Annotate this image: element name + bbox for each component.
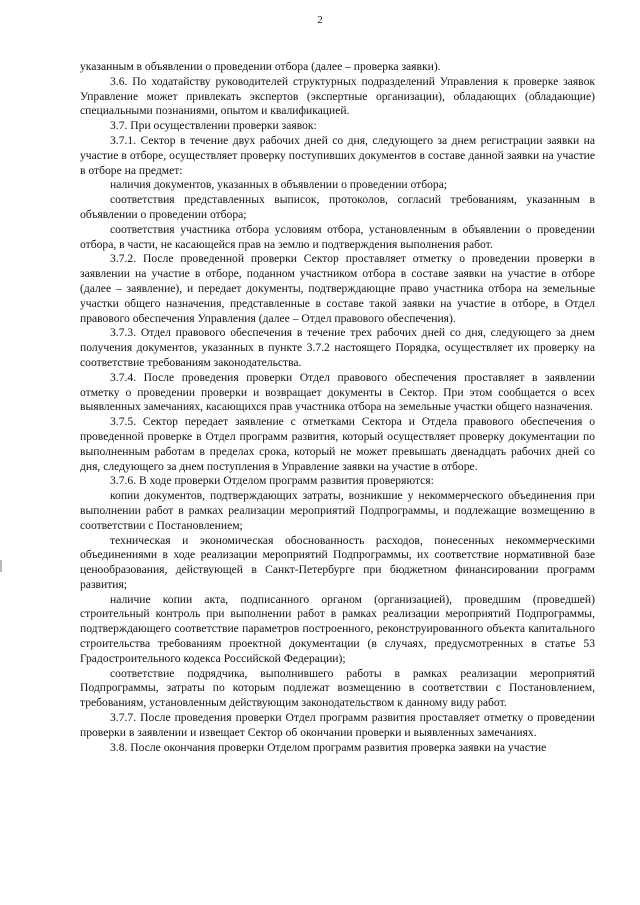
paragraph-3-7-2: 3.7.2. После проведенной проверки Сектор проставляет отметку о проведении проверки в заявлении на участие в отборе, поданном участником отбора в составе заявки на участие в отборе (далее – заявление), и передает документы, подтверждающие право участника отбора на земельные участки общего назначения, представленные в составе такой заявки на участие в отборе, в Отдел правового обеспечения Управления (далее – Отдел правового обеспечения).: [80, 252, 595, 325]
document-body: [80, 60, 595, 755]
paragraph-3-6: 3.6. По ходатайству руководителей структурных подразделений Управления к проверке заявок Управление может привлекать экспертов (экспертные организации), обладающих (обладающие) специальными познаниями, опытом и квалификацией.: [80, 74, 595, 118]
paragraph-3-7-5: 3.7.5. Сектор передает заявление с отметками Сектора и Отдела правового обеспечения о проведенной проверке в Отдел программ развития, который осуществляет проверку документации по выполненным работам в пределах срока, который не может превышать двенадцать рабочих дней со дня, следующего за днем поступления в Управление заявки на участие в отборе.: [80, 415, 595, 473]
paragraph-3-7-1: 3.7.1. Сектор в течение двух рабочих дней со дня, следующего за днем регистрации заявки на участие в отборе, осуществляет проверку поступивших документов в составе данной заявки на участие в отборе на предмет:: [80, 133, 595, 177]
paragraph-3-7-6-item-1: копии документов, подтверждающих затраты, возникшие у некоммерческого объединения при выполнении работ в рамках реализации мероприятий Подпрограммы, и подлежащие возмещению в соответствии с Постановлением;: [80, 489, 595, 532]
paragraph-3-7-1-item-2: соответствия представленных выписок, протоколов, согласий требованиям, указанным в объявлении о проведении отбора;: [80, 193, 595, 221]
paragraph-3-7-6-item-4: соответствие подрядчика, выполнившего работы в рамках реализации мероприятий Подпрограммы, затраты по которым подлежат возмещению в соответствии с Постановлением, требованиям, установленным действующим законодательством к данному виду работ.: [80, 666, 595, 710]
paragraph-3-7-1-item-1: наличия документов, указанных в объявлении о проведении отбора;: [110, 178, 448, 192]
paragraph-3-7: 3.7. При осуществлении проверки заявок:: [110, 119, 317, 133]
paragraph-continuation: указанным в объявлении о проведении отбора (далее – проверка заявки).: [80, 60, 441, 73]
paragraph-3-7-1-item-3: соответствия участника отбора условиям отбора, установленным в объявлении о проведении отбора, в части, не касающейся прав на землю и подтверждения выполнения работ.: [80, 222, 595, 251]
paragraph-3-7-6-item-2: техническая и экономическая обоснованность расходов, понесенных некоммерческими объединениями в ходе реализации мероприятий Подпрограммы, их соответствие нормативной базе ценообразования, действующей в Санкт-Петербурге при бюджетном финансировании программ развития;: [80, 533, 595, 591]
scan-margin-mark: [0, 560, 2, 572]
paragraph-3-7-4: 3.7.4. После проведения проверки Отдел правового обеспечения проставляет в заявлении отметку о проведении проверки и возвращает документы в Сектор. При этом сообщается о всех выявленных замечаниях, касающихся прав участника отбора на земельные участки общего назначения.: [80, 370, 595, 414]
paragraph-3-7-7: 3.7.7. После проведения проверки Отдел программ развития проставляет отметку о проведении проверки в заявлении и извещает Сектор об окончании проверки и выявленных замечаниях.: [80, 711, 595, 739]
paragraph-3-8: 3.8. После окончания проверки Отделом программ развития проверка заявки на участие: [110, 740, 547, 754]
paragraph-3-7-3: 3.7.3. Отдел правового обеспечения в течение трех рабочих дней со дня, следующего за днем получения документов, указанных в пункте 3.7.2 настоящего Порядка, осуществляет их проверку на соответствие требованиям законодательства.: [80, 326, 595, 369]
page-number: 2: [317, 14, 323, 26]
paragraph-3-7-6: 3.7.6. В ходе проверки Отделом программ развития проверяются:: [110, 474, 434, 488]
paragraph-3-7-6-item-3: наличие копии акта, подписанного органом (организацией), проведшим (проведшей) строительный контроль при выполнении работ в рамках реализации мероприятий Подпрограммы, подтверждающего соответствие параметров построенного, реконструированного объекта капитального строительства требованиям проектной документации (в случаях, предусмотренных в статье 53 Градостроительного кодекса Российской Федерации);: [80, 592, 595, 665]
